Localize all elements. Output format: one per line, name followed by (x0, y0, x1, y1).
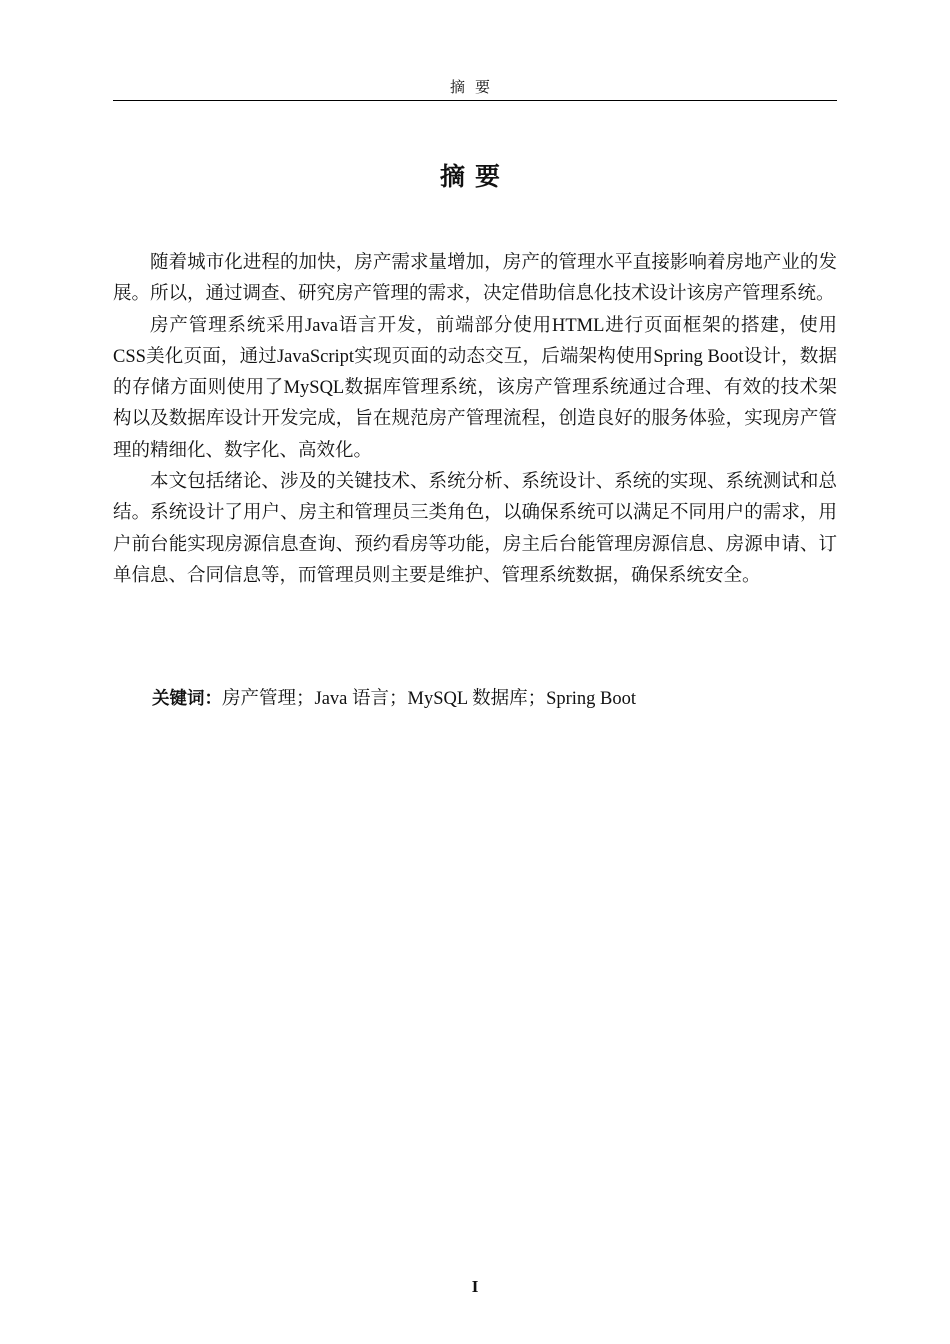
abstract-paragraph-1: 随着城市化进程的加快，房产需求量增加，房产的管理水平直接影响着房地产业的发展。所以，通过调查、研究房产管理的需求，决定借助信息化技术设计该房产管理系统。 (113, 253, 837, 305)
page-number: I (471, 1277, 479, 1296)
keywords-line (152, 686, 636, 712)
page-title: 摘要 (439, 164, 510, 191)
keywords-label: 关键词： (152, 689, 222, 709)
abstract-paragraph-3: 本文包括绪论、涉及的关键技术、系统分析、系统设计、系统的实现、系统测试和总结。系统设计了用户、房主和管理员三类角色，以确保系统可以满足不同用户的需求，用户前台能实现房源信息查询、预约看房等功能，房主后台能管理房源信息、房源申请、订单信息、合同信息等，而管理员则主要是维护、管理系统数据，确保系统安全。 (113, 472, 837, 586)
running-header (113, 78, 837, 101)
abstract-body (113, 248, 837, 592)
abstract-paragraph-2: 房产管理系统采用Java语言开发，前端部分使用HTML进行页面框架的搭建，使用CSS美化页面，通过JavaScript实现页面的动态交互，后端架构使用Spring Boot设计，数据的存储方面则使用了MySQL数据库管理系统，该房产管理系统通过合理、有效的技术架构以及数据库设计开发完成，旨在规范房产管理流程，创造良好的服务体验，实现房产管理的精细化、数字化、高效化。 (113, 315, 837, 461)
running-header-title: 摘要 (449, 80, 500, 96)
keywords-value: 房产管理；Java 语言；MySQL 数据库；Spring Boot (222, 689, 637, 709)
